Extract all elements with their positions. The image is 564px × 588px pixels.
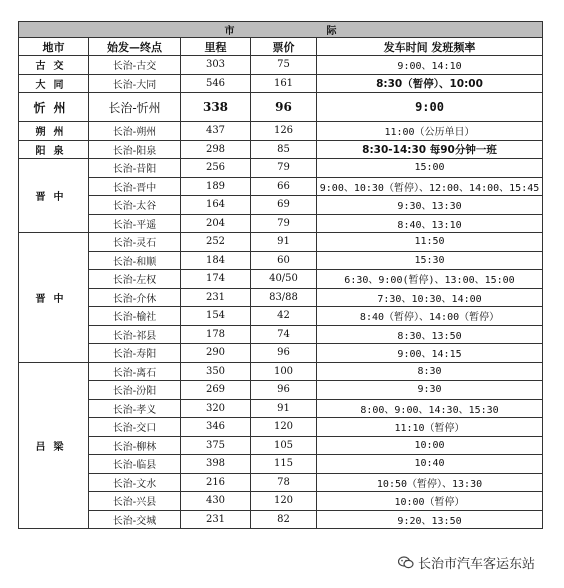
price-cell: 82 <box>251 510 317 529</box>
price-cell: 42 <box>251 307 317 326</box>
distance-cell: 338 <box>181 93 251 122</box>
time-cell: 9:00、14:10 <box>317 56 543 75</box>
route-cell: 长治-和顺 <box>89 251 181 270</box>
banner-left: 市 <box>224 26 235 37</box>
price-cell: 115 <box>251 455 317 474</box>
route-cell: 长治-汾阳 <box>89 381 181 400</box>
route-cell: 长治-昔阳 <box>89 159 181 178</box>
table-row <box>19 93 543 122</box>
route-cell: 长治-灵石 <box>89 233 181 252</box>
price-cell: 91 <box>251 233 317 252</box>
table-row <box>19 122 543 141</box>
table-row <box>19 288 543 307</box>
distance-cell: 298 <box>181 140 251 159</box>
price-cell: 91 <box>251 399 317 418</box>
time-cell: 9:00 <box>317 93 543 122</box>
header-time: 发车时间 发班频率 <box>317 38 543 56</box>
table-row <box>19 418 543 437</box>
price-cell: 96 <box>251 93 317 122</box>
distance-cell: 437 <box>181 122 251 141</box>
city-cell: 朔州 <box>19 122 89 141</box>
table-row <box>19 233 543 252</box>
time-cell: 10:00 <box>317 436 543 455</box>
distance-cell: 430 <box>181 492 251 511</box>
distance-cell: 231 <box>181 510 251 529</box>
price-cell: 79 <box>251 159 317 178</box>
city-cell: 忻州 <box>19 93 89 122</box>
table-row <box>19 399 543 418</box>
price-cell: 79 <box>251 214 317 233</box>
time-cell: 8:30-14:30 每90分钟一班 <box>317 140 543 159</box>
table-row <box>19 251 543 270</box>
time-cell: 6:30、9:00(暂停)、13:00、15:00 <box>317 270 543 289</box>
time-cell: 8:40（暂停）、14:00（暂停） <box>317 307 543 326</box>
distance-cell: 189 <box>181 177 251 196</box>
time-cell: 7:30、10:30、14:00 <box>317 288 543 307</box>
city-cell: 晋中 <box>19 159 89 233</box>
watermark <box>398 553 535 572</box>
header-route: 始发—终点 <box>89 38 181 56</box>
time-cell: 9:00、14:15 <box>317 344 543 363</box>
table-row <box>19 159 543 178</box>
time-cell: 9:20、13:50 <box>317 510 543 529</box>
time-cell: 11:10（暂停） <box>317 418 543 437</box>
table-row <box>19 344 543 363</box>
route-cell: 长治-忻州 <box>89 93 181 122</box>
header-row <box>19 38 543 56</box>
table-row <box>19 492 543 511</box>
price-cell: 96 <box>251 381 317 400</box>
table-row <box>19 362 543 381</box>
table-row <box>19 214 543 233</box>
table-row <box>19 381 543 400</box>
table-row <box>19 56 543 75</box>
route-cell: 长治-临县 <box>89 455 181 474</box>
route-cell: 长治-榆社 <box>89 307 181 326</box>
distance-cell: 174 <box>181 270 251 289</box>
price-cell: 85 <box>251 140 317 159</box>
price-cell: 60 <box>251 251 317 270</box>
distance-cell: 290 <box>181 344 251 363</box>
route-cell: 长治-平遥 <box>89 214 181 233</box>
city-cell: 吕梁 <box>19 362 89 529</box>
distance-cell: 164 <box>181 196 251 215</box>
route-cell: 长治-离石 <box>89 362 181 381</box>
distance-cell: 350 <box>181 362 251 381</box>
price-cell: 120 <box>251 418 317 437</box>
price-cell: 69 <box>251 196 317 215</box>
distance-cell: 346 <box>181 418 251 437</box>
header-price: 票价 <box>251 38 317 56</box>
price-cell: 66 <box>251 177 317 196</box>
route-cell: 长治-古交 <box>89 56 181 75</box>
route-cell: 长治-阳泉 <box>89 140 181 159</box>
distance-cell: 204 <box>181 214 251 233</box>
distance-cell: 303 <box>181 56 251 75</box>
table-row <box>19 436 543 455</box>
table-row <box>19 510 543 529</box>
city-cell: 古交 <box>19 56 89 75</box>
time-cell: 9:30、13:30 <box>317 196 543 215</box>
distance-cell: 320 <box>181 399 251 418</box>
table-row <box>19 325 543 344</box>
route-cell: 长治-交口 <box>89 418 181 437</box>
city-cell: 晋中 <box>19 233 89 363</box>
distance-cell: 546 <box>181 74 251 93</box>
time-cell: 8:30、13:50 <box>317 325 543 344</box>
route-cell: 长治-兴县 <box>89 492 181 511</box>
route-cell: 长治-孝义 <box>89 399 181 418</box>
table-row <box>19 140 543 159</box>
table-banner <box>19 22 543 38</box>
city-cell: 阳泉 <box>19 140 89 159</box>
price-cell: 78 <box>251 473 317 492</box>
city-cell: 大同 <box>19 74 89 93</box>
distance-cell: 231 <box>181 288 251 307</box>
distance-cell: 184 <box>181 251 251 270</box>
price-cell: 83/88 <box>251 288 317 307</box>
time-cell: 10:00（暂停） <box>317 492 543 511</box>
header-city: 地市 <box>19 38 89 56</box>
time-cell: 11:00（公历单日） <box>317 122 543 141</box>
distance-cell: 154 <box>181 307 251 326</box>
distance-cell: 375 <box>181 436 251 455</box>
route-cell: 长治-介休 <box>89 288 181 307</box>
price-cell: 161 <box>251 74 317 93</box>
route-cell: 长治-文水 <box>89 473 181 492</box>
distance-cell: 398 <box>181 455 251 474</box>
price-cell: 126 <box>251 122 317 141</box>
time-cell: 8:30 <box>317 362 543 381</box>
header-distance: 里程 <box>181 38 251 56</box>
price-cell: 74 <box>251 325 317 344</box>
watermark-text: 长治市汽车客运东站 <box>418 557 536 572</box>
distance-cell: 216 <box>181 473 251 492</box>
time-cell: 8:40、13:10 <box>317 214 543 233</box>
distance-cell: 269 <box>181 381 251 400</box>
price-cell: 96 <box>251 344 317 363</box>
route-cell: 长治-交城 <box>89 510 181 529</box>
route-cell: 长治-柳林 <box>89 436 181 455</box>
table-row <box>19 177 543 196</box>
time-cell: 11:50 <box>317 233 543 252</box>
time-cell: 9:30 <box>317 381 543 400</box>
route-cell: 长治-左权 <box>89 270 181 289</box>
time-cell: 8:00、9:00、14:30、15:30 <box>317 399 543 418</box>
route-cell: 长治-祁县 <box>89 325 181 344</box>
wechat-icon <box>398 556 414 569</box>
time-cell: 10:50（暂停）、13:30 <box>317 473 543 492</box>
table-row <box>19 473 543 492</box>
banner-right: 际 <box>326 26 337 37</box>
distance-cell: 256 <box>181 159 251 178</box>
price-cell: 40/50 <box>251 270 317 289</box>
price-cell: 75 <box>251 56 317 75</box>
time-cell: 9:00、10:30（暂停）、12:00、14:00、15:45 <box>317 177 543 196</box>
table-row <box>19 455 543 474</box>
route-cell: 长治-寿阳 <box>89 344 181 363</box>
route-cell: 长治-大同 <box>89 74 181 93</box>
distance-cell: 178 <box>181 325 251 344</box>
route-cell: 长治-朔州 <box>89 122 181 141</box>
route-cell: 长治-晋中 <box>89 177 181 196</box>
table-row <box>19 270 543 289</box>
distance-cell: 252 <box>181 233 251 252</box>
time-cell: 15:00 <box>317 159 543 178</box>
table-row <box>19 74 543 93</box>
table-row <box>19 307 543 326</box>
price-cell: 120 <box>251 492 317 511</box>
time-cell: 8:30（暂停）、10:00 <box>317 74 543 93</box>
schedule-table <box>18 21 543 529</box>
time-cell: 15:30 <box>317 251 543 270</box>
route-cell: 长治-太谷 <box>89 196 181 215</box>
time-cell: 10:40 <box>317 455 543 474</box>
price-cell: 105 <box>251 436 317 455</box>
table-row <box>19 196 543 215</box>
price-cell: 100 <box>251 362 317 381</box>
